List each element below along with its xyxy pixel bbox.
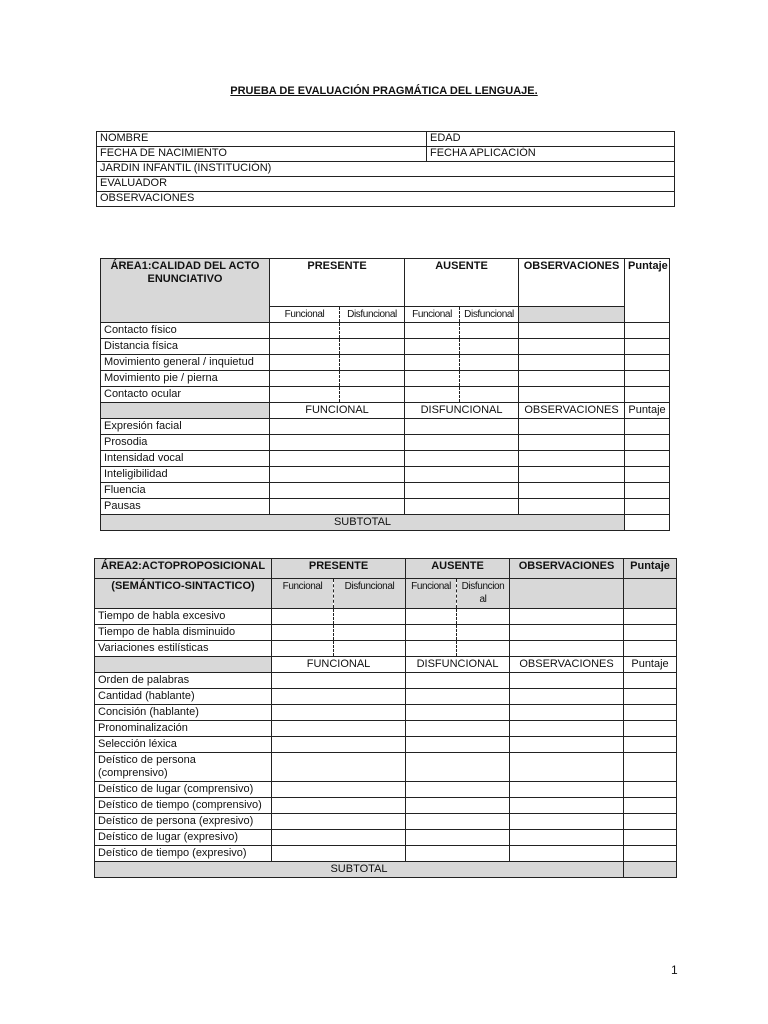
observaciones-cell[interactable] — [519, 499, 625, 515]
area2-sub-observaciones: OBSERVACIONES — [510, 657, 624, 673]
ausente-funcional-cell[interactable] — [405, 323, 460, 339]
table-row — [95, 737, 677, 753]
ausente-disfuncional-cell[interactable] — [457, 641, 510, 657]
observaciones-cell[interactable] — [519, 451, 625, 467]
disfuncional-cell[interactable] — [406, 798, 510, 814]
ausente-funcional-cell[interactable] — [405, 387, 460, 403]
disfuncional-cell[interactable] — [405, 467, 519, 483]
funcional-cell[interactable] — [272, 798, 406, 814]
area2-subtotal-score[interactable] — [624, 862, 677, 878]
row-label: Orden de palabras — [95, 673, 272, 689]
personal-info-table — [96, 131, 675, 207]
funcional-cell[interactable] — [272, 846, 406, 862]
area2-header-blank — [510, 579, 624, 609]
row-label: Deístico de lugar (expresivo) — [95, 830, 272, 846]
fecha-aplicacion-field[interactable]: FECHA APLICACIÓN — [427, 147, 675, 162]
disfuncional-cell[interactable] — [406, 737, 510, 753]
row-label: Pronominalización — [95, 721, 272, 737]
area2-header-blank2 — [624, 579, 677, 609]
funcional-cell[interactable] — [272, 782, 406, 798]
evaluador-field[interactable]: EVALUADOR — [97, 177, 675, 192]
disfuncional-cell[interactable] — [405, 435, 519, 451]
table-row — [101, 467, 670, 483]
observaciones-cell[interactable] — [510, 830, 624, 846]
ausente-disfuncional-cell[interactable] — [460, 371, 519, 387]
area2-ausente-disfuncional: Disfuncion al — [457, 579, 510, 609]
row-label: Prosodia — [101, 435, 270, 451]
puntaje-cell[interactable] — [624, 737, 677, 753]
puntaje-cell[interactable] — [624, 721, 677, 737]
table-row — [101, 419, 670, 435]
area1-presente-header: PRESENTE — [270, 259, 405, 307]
row-label: Deístico de persona (expresivo) — [95, 814, 272, 830]
disfuncional-cell[interactable] — [405, 499, 519, 515]
ausente-funcional-cell[interactable] — [405, 371, 460, 387]
jardin-field[interactable]: JARDIN INFANTIL (INSTITUCIÓN) — [97, 162, 675, 177]
area2-puntaje-header: Puntaje — [624, 559, 677, 579]
area1-sub-disfuncional: DISFUNCIONAL — [405, 403, 519, 419]
puntaje-cell[interactable] — [625, 339, 670, 355]
presente-funcional-cell[interactable] — [272, 641, 334, 657]
puntaje-cell[interactable] — [624, 782, 677, 798]
row-label: Fluencia — [101, 483, 270, 499]
nombre-field[interactable]: NOMBRE — [97, 132, 427, 147]
puntaje-cell[interactable] — [625, 387, 670, 403]
observaciones-cell[interactable] — [519, 419, 625, 435]
observaciones-cell[interactable] — [510, 609, 624, 625]
row-label: Deístico de persona (comprensivo) — [95, 753, 272, 782]
ausente-disfuncional-cell[interactable] — [460, 323, 519, 339]
funcional-cell[interactable] — [272, 689, 406, 705]
table-row — [95, 609, 677, 625]
ausente-disfuncional-cell[interactable] — [460, 387, 519, 403]
presente-funcional-cell[interactable] — [272, 609, 334, 625]
area1-ausente-funcional: Funcional — [405, 307, 460, 323]
area1-observaciones-header: OBSERVACIONES — [519, 259, 625, 307]
disfuncional-cell[interactable] — [406, 846, 510, 862]
observaciones-cell[interactable] — [510, 753, 624, 782]
presente-disfuncional-cell[interactable] — [340, 323, 405, 339]
puntaje-cell[interactable] — [625, 451, 670, 467]
area1-subtotal: SUBTOTAL — [101, 515, 625, 531]
presente-funcional-cell[interactable] — [270, 355, 340, 371]
area1-sub-puntaje: Puntaje — [625, 403, 670, 419]
disfuncional-cell[interactable] — [406, 705, 510, 721]
table-row — [101, 499, 670, 515]
row-label: Inteligibilidad — [101, 467, 270, 483]
table-row — [95, 673, 677, 689]
area1-sub-blank — [101, 403, 270, 419]
observaciones-cell[interactable] — [510, 641, 624, 657]
puntaje-cell[interactable] — [624, 689, 677, 705]
puntaje-cell[interactable] — [624, 830, 677, 846]
table-row — [101, 323, 670, 339]
puntaje-cell[interactable] — [625, 371, 670, 387]
observaciones-cell[interactable] — [510, 721, 624, 737]
presente-disfuncional-cell[interactable] — [334, 625, 406, 641]
table-row — [101, 435, 670, 451]
observaciones-cell[interactable] — [519, 435, 625, 451]
funcional-cell[interactable] — [272, 814, 406, 830]
table-row — [95, 689, 677, 705]
table-row — [95, 830, 677, 846]
disfuncional-cell[interactable] — [406, 673, 510, 689]
funcional-cell[interactable] — [272, 705, 406, 721]
funcional-cell[interactable] — [272, 673, 406, 689]
funcional-cell[interactable] — [272, 737, 406, 753]
area1-rows-a — [101, 323, 670, 403]
row-label: Cantidad (hablante) — [95, 689, 272, 705]
observaciones-cell[interactable] — [510, 798, 624, 814]
ausente-funcional-cell[interactable] — [406, 609, 457, 625]
area1-rows-b — [101, 419, 670, 515]
row-label: Deístico de tiempo (expresivo) — [95, 846, 272, 862]
area2-rows-a — [95, 609, 677, 657]
observaciones-cell[interactable] — [510, 625, 624, 641]
presente-funcional-cell[interactable] — [270, 371, 340, 387]
table-row — [101, 371, 670, 387]
presente-funcional-cell[interactable] — [270, 339, 340, 355]
disfuncional-cell[interactable] — [405, 451, 519, 467]
row-label: Deístico de tiempo (comprensivo) — [95, 798, 272, 814]
disfuncional-cell[interactable] — [405, 419, 519, 435]
ausente-disfuncional-cell[interactable] — [457, 625, 510, 641]
area1-table — [100, 258, 670, 531]
puntaje-cell[interactable] — [625, 355, 670, 371]
row-label: Tiempo de habla disminuido — [95, 625, 272, 641]
disfuncional-cell[interactable] — [406, 721, 510, 737]
row-label: Tiempo de habla excesivo — [95, 609, 272, 625]
table-row — [95, 814, 677, 830]
puntaje-cell[interactable] — [624, 814, 677, 830]
row-label: Movimiento general / inquietud — [101, 355, 270, 371]
funcional-cell[interactable] — [270, 467, 405, 483]
puntaje-cell[interactable] — [625, 467, 670, 483]
funcional-cell[interactable] — [272, 721, 406, 737]
puntaje-cell[interactable] — [625, 499, 670, 515]
observaciones-cell[interactable] — [510, 814, 624, 830]
puntaje-cell[interactable] — [624, 846, 677, 862]
row-label: Expresión facial — [101, 419, 270, 435]
area1-ausente-header: AUSENTE — [405, 259, 519, 307]
puntaje-cell[interactable] — [624, 625, 677, 641]
area1-presente-funcional: Funcional — [270, 307, 340, 323]
area2-sub-puntaje: Puntaje — [624, 657, 677, 673]
puntaje-cell[interactable] — [624, 753, 677, 782]
puntaje-cell[interactable] — [625, 483, 670, 499]
row-label: Deístico de lugar (comprensivo) — [95, 782, 272, 798]
ausente-funcional-cell[interactable] — [406, 641, 457, 657]
observaciones-cell[interactable] — [519, 387, 625, 403]
table-row — [95, 782, 677, 798]
observaciones-cell[interactable] — [510, 737, 624, 753]
presente-funcional-cell[interactable] — [272, 625, 334, 641]
row-label: Movimiento pie / pierna — [101, 371, 270, 387]
puntaje-cell[interactable] — [625, 323, 670, 339]
funcional-cell[interactable] — [272, 830, 406, 846]
area2-subtotal: SUBTOTAL — [95, 862, 624, 878]
presente-disfuncional-cell[interactable] — [334, 641, 406, 657]
edad-field[interactable]: EDAD — [427, 132, 675, 147]
row-label: Concisión (hablante) — [95, 705, 272, 721]
observaciones-cell[interactable] — [519, 371, 625, 387]
funcional-cell[interactable] — [270, 451, 405, 467]
area1-header-blank — [519, 307, 625, 323]
area2-sub-blank — [95, 657, 272, 673]
area2-title-line2: (SEMÁNTICO-SINTACTICO) — [95, 579, 272, 609]
row-label: Distancia física — [101, 339, 270, 355]
area2-presente-funcional: Funcional — [272, 579, 334, 609]
page-title: PRUEBA DE EVALUACIÓN PRAGMÁTICA DEL LENGUAJE. — [230, 85, 538, 97]
disfuncional-cell[interactable] — [406, 814, 510, 830]
ausente-funcional-cell[interactable] — [405, 339, 460, 355]
presente-disfuncional-cell[interactable] — [340, 371, 405, 387]
area2-ausente-funcional: Funcional — [406, 579, 457, 609]
area1-ausente-disfuncional: Disfuncional — [460, 307, 519, 323]
area1-sub-funcional: FUNCIONAL — [270, 403, 405, 419]
ausente-disfuncional-cell[interactable] — [457, 609, 510, 625]
area1-subtotal-score[interactable] — [625, 515, 670, 531]
table-row — [95, 705, 677, 721]
funcional-cell[interactable] — [270, 419, 405, 435]
table-row — [95, 721, 677, 737]
observaciones-cell[interactable] — [519, 467, 625, 483]
area2-title-line1: ÁREA2:ACTOPROPOSICIONAL — [95, 559, 272, 579]
fecha-nacimiento-field[interactable]: FECHA DE NACIMIENTO — [97, 147, 427, 162]
puntaje-cell[interactable] — [625, 419, 670, 435]
puntaje-cell[interactable] — [624, 673, 677, 689]
observaciones-field[interactable]: OBSERVACIONES — [97, 192, 675, 207]
disfuncional-cell[interactable] — [406, 830, 510, 846]
table-row — [101, 339, 670, 355]
area1-puntaje-header: Puntaje — [625, 259, 670, 323]
presente-funcional-cell[interactable] — [270, 387, 340, 403]
ausente-funcional-cell[interactable] — [406, 625, 457, 641]
presente-disfuncional-cell[interactable] — [340, 339, 405, 355]
row-label: Contacto ocular — [101, 387, 270, 403]
ausente-disfuncional-cell[interactable] — [460, 355, 519, 371]
table-row — [95, 753, 677, 782]
disfuncional-cell[interactable] — [405, 483, 519, 499]
area1-title: ÁREA1:CALIDAD DEL ACTO ENUNCIATIVO — [101, 259, 270, 323]
area2-observaciones-header: OBSERVACIONES — [510, 559, 624, 579]
puntaje-cell[interactable] — [624, 641, 677, 657]
observaciones-cell[interactable] — [519, 483, 625, 499]
presente-disfuncional-cell[interactable] — [340, 355, 405, 371]
area2-ausente-header: AUSENTE — [406, 559, 510, 579]
puntaje-cell[interactable] — [624, 798, 677, 814]
area2-table — [94, 558, 677, 878]
puntaje-cell[interactable] — [624, 705, 677, 721]
presente-disfuncional-cell[interactable] — [340, 387, 405, 403]
area2-sub-disfuncional: DISFUNCIONAL — [406, 657, 510, 673]
page-number: 1 — [671, 963, 678, 977]
disfuncional-cell[interactable] — [406, 782, 510, 798]
table-row — [101, 355, 670, 371]
row-label: Selección léxica — [95, 737, 272, 753]
disfuncional-cell[interactable] — [406, 753, 510, 782]
ausente-funcional-cell[interactable] — [405, 355, 460, 371]
presente-disfuncional-cell[interactable] — [334, 609, 406, 625]
area2-presente-disfuncional: Disfuncional — [334, 579, 406, 609]
funcional-cell[interactable] — [270, 499, 405, 515]
area2-presente-header: PRESENTE — [272, 559, 406, 579]
puntaje-cell[interactable] — [625, 435, 670, 451]
funcional-cell[interactable] — [270, 483, 405, 499]
table-row — [101, 483, 670, 499]
observaciones-cell[interactable] — [519, 323, 625, 339]
disfuncional-cell[interactable] — [406, 689, 510, 705]
row-label: Contacto físico — [101, 323, 270, 339]
observaciones-cell[interactable] — [510, 673, 624, 689]
observaciones-cell[interactable] — [510, 689, 624, 705]
table-row — [95, 798, 677, 814]
table-row — [101, 451, 670, 467]
area2-sub-funcional: FUNCIONAL — [272, 657, 406, 673]
funcional-cell[interactable] — [272, 753, 406, 782]
funcional-cell[interactable] — [270, 435, 405, 451]
observaciones-cell[interactable] — [519, 355, 625, 371]
table-row — [95, 641, 677, 657]
area1-presente-disfuncional: Disfuncional — [340, 307, 405, 323]
table-row — [101, 387, 670, 403]
observaciones-cell[interactable] — [519, 339, 625, 355]
observaciones-cell[interactable] — [510, 846, 624, 862]
area1-sub-observaciones: OBSERVACIONES — [519, 403, 625, 419]
table-row — [95, 846, 677, 862]
puntaje-cell[interactable] — [624, 609, 677, 625]
row-label: Variaciones estilísticas — [95, 641, 272, 657]
area2-rows-b — [95, 673, 677, 862]
row-label: Intensidad vocal — [101, 451, 270, 467]
table-row — [95, 625, 677, 641]
observaciones-cell[interactable] — [510, 782, 624, 798]
ausente-disfuncional-cell[interactable] — [460, 339, 519, 355]
presente-funcional-cell[interactable] — [270, 323, 340, 339]
observaciones-cell[interactable] — [510, 705, 624, 721]
row-label: Pausas — [101, 499, 270, 515]
